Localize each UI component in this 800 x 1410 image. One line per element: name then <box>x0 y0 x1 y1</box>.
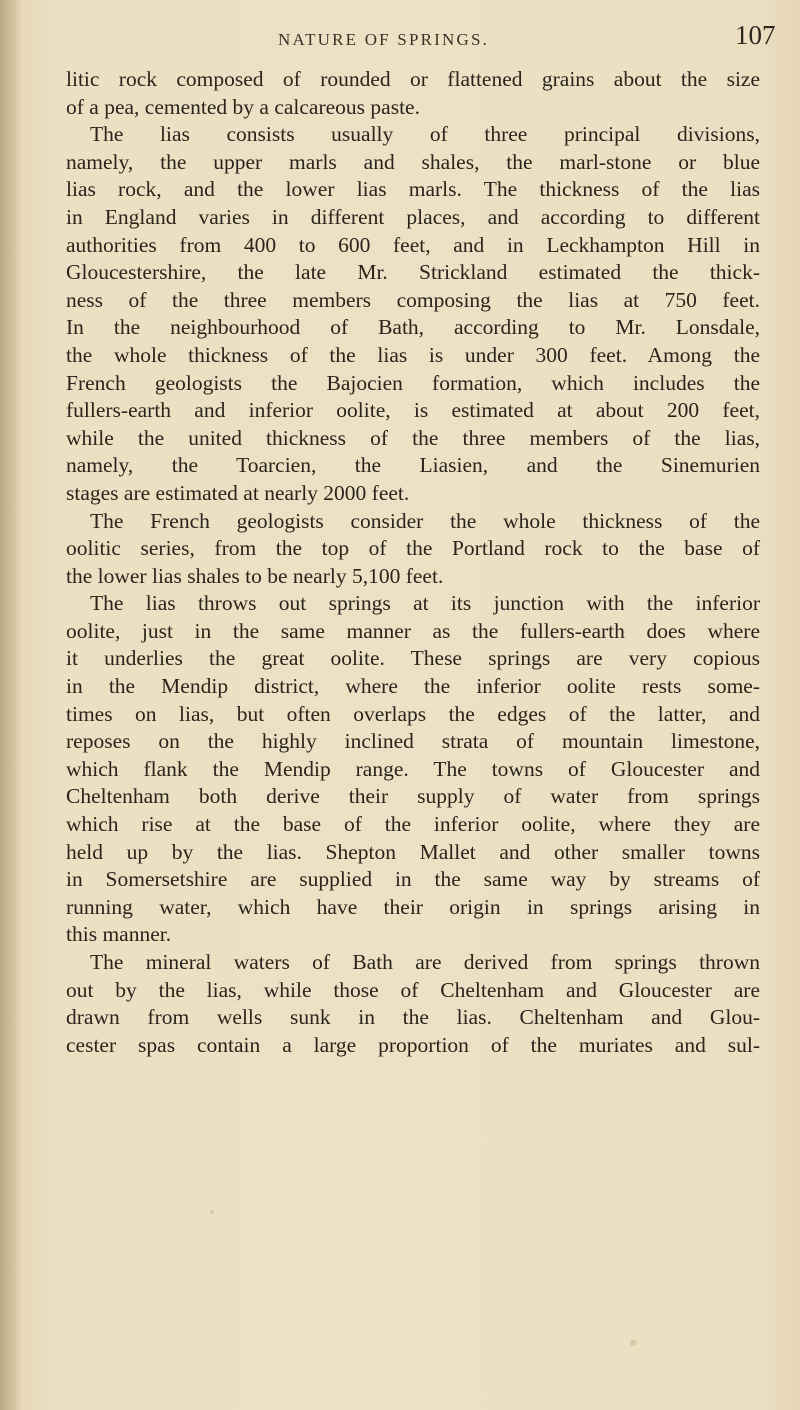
text-line: The lias consists usually of three principal divisions, <box>90 122 760 147</box>
text-line: out by the lias, while those of Cheltenham and Gloucester are <box>66 977 760 1002</box>
text-line: held up by the lias. Shepton Mallet and other smaller towns <box>66 839 760 864</box>
text-line: this manner. <box>66 922 172 947</box>
text-line: Cheltenham both derive their supply of water from springs <box>66 784 760 809</box>
text-line: reposes on the highly inclined strata of mountain limestone, <box>66 729 760 754</box>
page-number: 107 <box>735 20 776 50</box>
paper-blemish <box>630 1340 636 1346</box>
text-line: ness of the three members composing the lias at 750 feet. <box>66 287 760 312</box>
text-line: oolitic series, from the top of the Portland rock to the base of <box>66 536 760 561</box>
page-gutter-shadow <box>0 0 22 1410</box>
running-header <box>0 20 800 56</box>
text-line: while the united thickness of the three members of the lias, <box>66 425 760 450</box>
text-line: litic rock composed of rounded or flattened grains about the size <box>66 67 760 91</box>
text-line: The mineral waters of Bath are derived from springs thrown <box>90 950 760 974</box>
text-line: authorities from 400 to 600 feet, and in Leckhampton Hill in <box>66 232 760 257</box>
text-line: in the Mendip district, where the inferior oolite rests some- <box>66 674 760 699</box>
text-line: The French geologists consider the whole thickness of the <box>90 508 760 533</box>
text-line: lias rock, and the lower lias marls. The thickness of the lias <box>66 177 760 202</box>
body-text <box>66 66 760 1059</box>
text-line: French geologists the Bajocien formation, which includes the <box>66 370 760 395</box>
text-line: the whole thickness of the lias is under 300 feet. Among the <box>66 342 760 367</box>
text-line: running water, which have their origin in springs arising in <box>66 894 760 919</box>
text-line: in England varies in different places, and according to different <box>66 204 760 229</box>
text-line: cester spas contain a large proportion of the muriates and sul- <box>66 1032 760 1057</box>
text-line: which rise at the base of the inferior oolite, where they are <box>66 812 760 837</box>
paper-blemish <box>210 1210 214 1214</box>
text-line: of a pea, cemented by a calcareous paste. <box>66 94 420 119</box>
text-line: in Somersetshire are supplied in the same way by streams of <box>66 867 760 892</box>
text-line: times on lias, but often overlaps the edges of the latter, and <box>66 701 760 726</box>
text-line: the lower lias shales to be nearly 5,100 feet. <box>66 563 444 588</box>
text-line: it underlies the great oolite. These springs are very copious <box>66 646 760 671</box>
text-line: Gloucestershire, the late Mr. Strickland estimated the thick- <box>66 260 760 285</box>
text-line: In the neighbourhood of Bath, according to Mr. Lonsdale, <box>66 315 760 340</box>
text-line: which flank the Mendip range. The towns of Gloucester and <box>66 756 760 781</box>
text-line: The lias throws out springs at its junction with the inferior <box>90 591 760 616</box>
text-line: namely, the Toarcien, the Liasien, and the Sinemurien <box>66 453 760 478</box>
text-line: oolite, just in the same manner as the fullers-earth does where <box>66 618 760 643</box>
text-line: namely, the upper marls and shales, the marl-stone or blue <box>66 149 760 174</box>
running-title: NATURE OF SPRINGS. <box>278 30 490 49</box>
text-line: drawn from wells sunk in the lias. Cheltenham and Glou- <box>66 1005 760 1030</box>
text-line: fullers-earth and inferior oolite, is estimated at about 200 feet, <box>66 398 760 423</box>
text-line: stages are estimated at nearly 2000 feet. <box>66 480 410 505</box>
